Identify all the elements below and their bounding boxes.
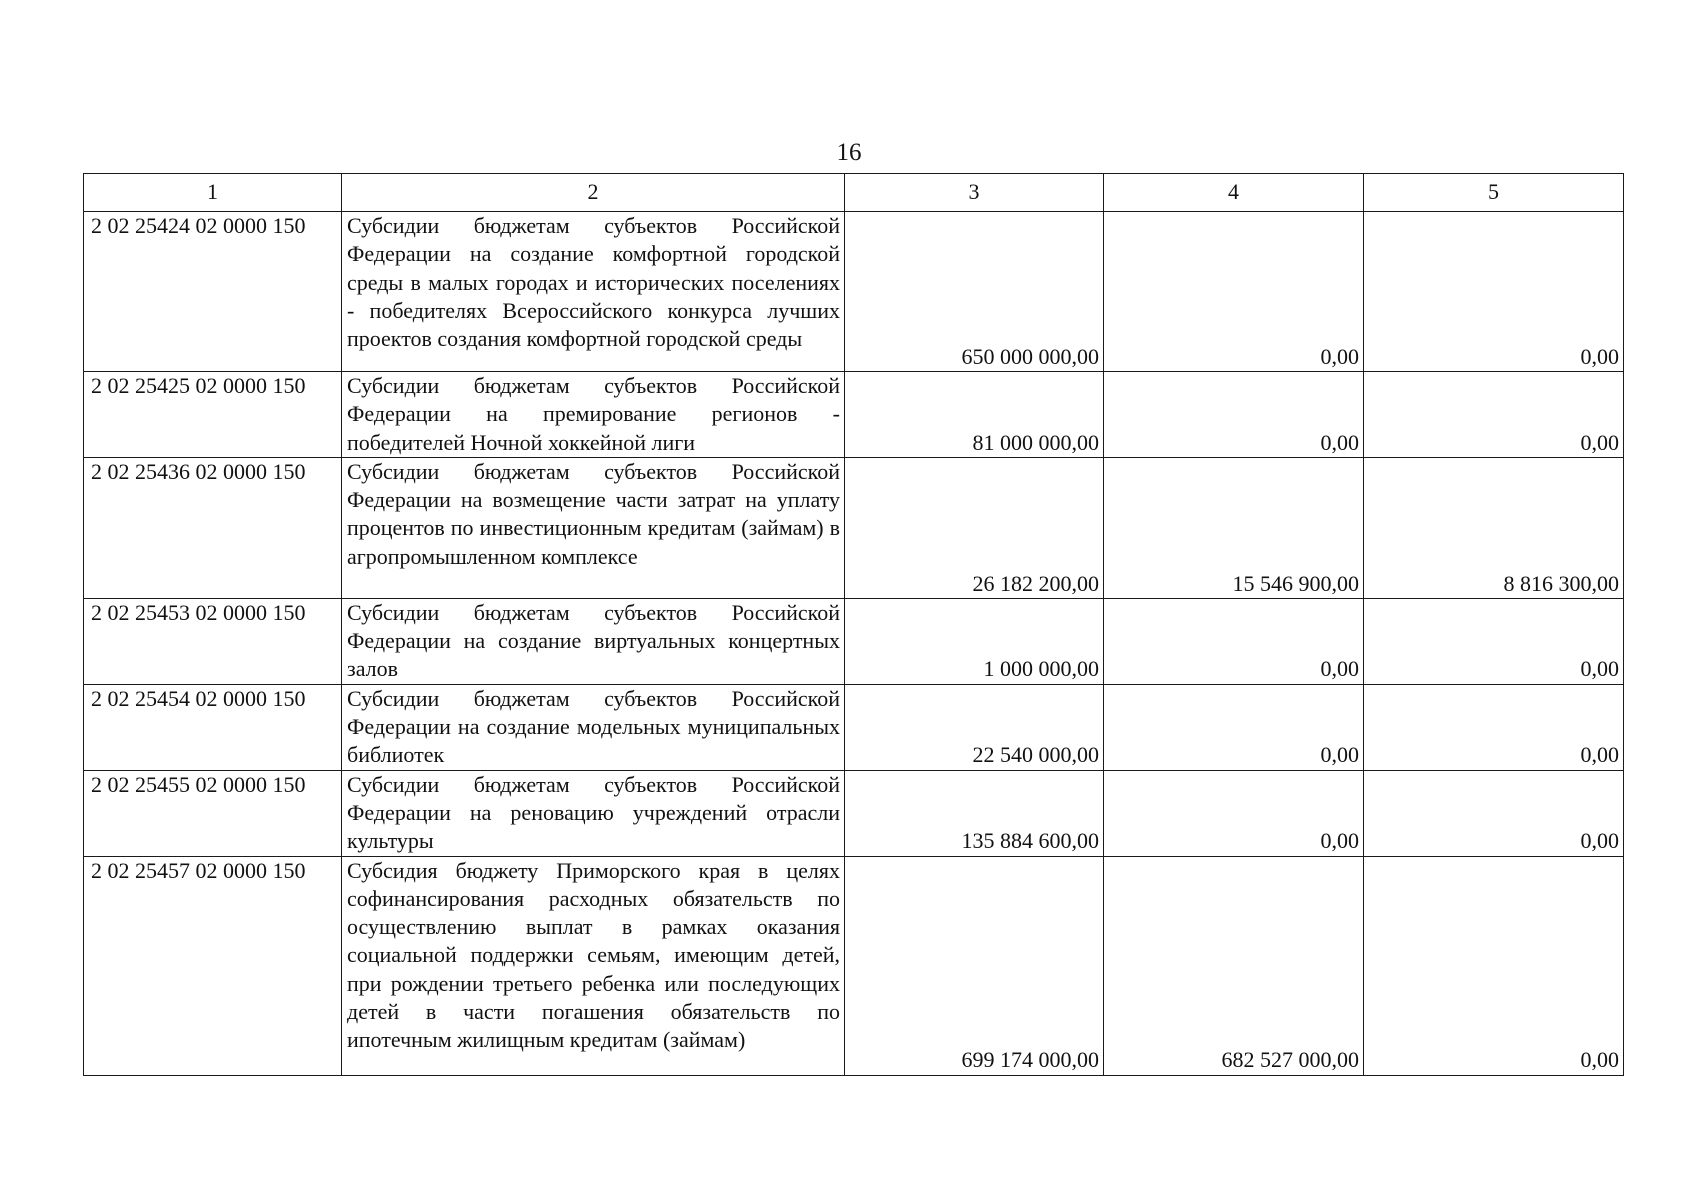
amount-col5: 8 816 300,00 bbox=[1364, 457, 1624, 598]
budget-description: Субсидии бюджетам субъектов Российской Федерации на премирование регионов - победителей Ночной хоккейной лиги bbox=[342, 372, 845, 458]
amount-col4: 682 527 000,00 bbox=[1104, 856, 1364, 1075]
budget-code: 2 02 25424 02 0000 150 bbox=[84, 212, 342, 372]
budget-code: 2 02 25453 02 0000 150 bbox=[84, 598, 342, 684]
amount-col3: 1 000 000,00 bbox=[845, 598, 1104, 684]
column-header-4: 4 bbox=[1104, 174, 1364, 212]
table-row bbox=[84, 856, 1624, 1075]
amount-col3: 22 540 000,00 bbox=[845, 684, 1104, 770]
budget-code: 2 02 25436 02 0000 150 bbox=[84, 457, 342, 598]
table-row bbox=[84, 684, 1624, 770]
amount-col5: 0,00 bbox=[1364, 684, 1624, 770]
column-header-5: 5 bbox=[1364, 174, 1624, 212]
amount-col4: 0,00 bbox=[1104, 372, 1364, 458]
table-row bbox=[84, 457, 1624, 598]
table-row bbox=[84, 598, 1624, 684]
budget-description: Субсидии бюджетам субъектов Российской Федерации на создание модельных муниципальных библиотек bbox=[342, 684, 845, 770]
table-row bbox=[84, 770, 1624, 856]
budget-code: 2 02 25455 02 0000 150 bbox=[84, 770, 342, 856]
budget-code: 2 02 25457 02 0000 150 bbox=[84, 856, 342, 1075]
amount-col3: 650 000 000,00 bbox=[845, 212, 1104, 372]
amount-col4: 15 546 900,00 bbox=[1104, 457, 1364, 598]
amount-col3: 699 174 000,00 bbox=[845, 856, 1104, 1075]
amount-col5: 0,00 bbox=[1364, 212, 1624, 372]
amount-col3: 26 182 200,00 bbox=[845, 457, 1104, 598]
budget-code: 2 02 25454 02 0000 150 bbox=[84, 684, 342, 770]
amount-col4: 0,00 bbox=[1104, 212, 1364, 372]
amount-col4: 0,00 bbox=[1104, 770, 1364, 856]
table-header-row bbox=[84, 174, 1624, 212]
page-number: 16 bbox=[836, 139, 862, 166]
column-header-3: 3 bbox=[845, 174, 1104, 212]
amount-col4: 0,00 bbox=[1104, 598, 1364, 684]
budget-description: Субсидии бюджетам субъектов Российской Федерации на возмещение части затрат на уплату процентов по инвестиционным кредитам (займам) в агропромышленном комплексе bbox=[342, 457, 845, 598]
table-row bbox=[84, 212, 1624, 372]
budget-description: Субсидии бюджетам субъектов Российской Федерации на создание виртуальных концертных залов bbox=[342, 598, 845, 684]
budget-description: Субсидия бюджету Приморского края в целях софинансирования расходных обязательств по осуществлению выплат в рамках оказания социальной поддержки семьям, имеющим детей, при рождении третьего ребенка или последующих детей в части погашения обязательств по ипотечным жилищным кредитам (займам) bbox=[342, 856, 845, 1075]
amount-col4: 0,00 bbox=[1104, 684, 1364, 770]
amount-col3: 135 884 600,00 bbox=[845, 770, 1104, 856]
budget-revenue-table bbox=[83, 173, 1624, 1076]
amount-col5: 0,00 bbox=[1364, 372, 1624, 458]
amount-col5: 0,00 bbox=[1364, 598, 1624, 684]
amount-col5: 0,00 bbox=[1364, 770, 1624, 856]
column-header-1: 1 bbox=[84, 174, 342, 212]
table-row bbox=[84, 372, 1624, 458]
amount-col3: 81 000 000,00 bbox=[845, 372, 1104, 458]
amount-col5: 0,00 bbox=[1364, 856, 1624, 1075]
budget-description: Субсидии бюджетам субъектов Российской Федерации на создание комфортной городской среды в малых городах и исторических поселениях - победителях Всероссийского конкурса лучших проектов создания комфортной городской среды bbox=[342, 212, 845, 372]
budget-description: Субсидии бюджетам субъектов Российской Федерации на реновацию учреждений отрасли культуры bbox=[342, 770, 845, 856]
column-header-2: 2 bbox=[342, 174, 845, 212]
budget-code: 2 02 25425 02 0000 150 bbox=[84, 372, 342, 458]
